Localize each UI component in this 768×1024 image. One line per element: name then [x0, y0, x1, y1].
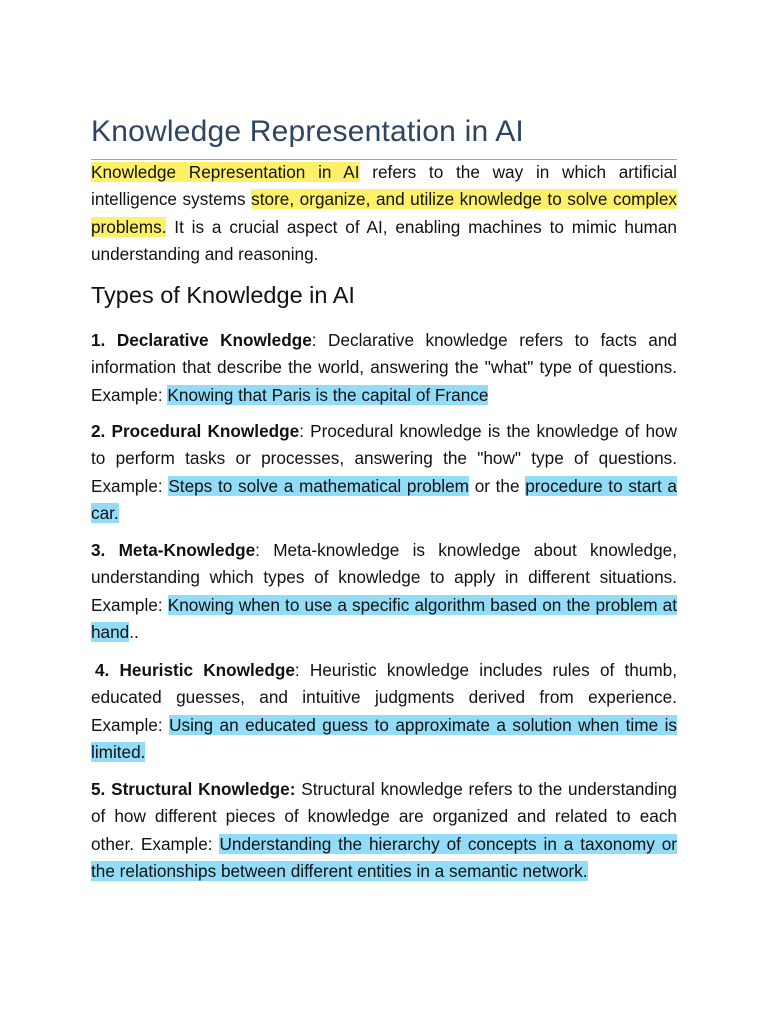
intro-highlight-purpose: store, organize, and utilize knowledge to solve complex problems. — [91, 189, 677, 237]
item-example: Knowing when to use a specific algorithm based on the problem at hand — [91, 594, 678, 642]
item-label: 2. Procedural Knowledge — [91, 421, 300, 441]
item-after: or the — [469, 475, 526, 496]
item-label: 3. Meta-Knowledge — [91, 540, 256, 560]
item-example: Using an educated guess to approximate a solution when time is limited. — [91, 714, 677, 762]
item-example: Understanding the hierarchy of concepts in a taxonomy or the relationships between different entities in a semantic network. — [91, 833, 677, 881]
item-label: 4. Heuristic Knowledge — [95, 660, 295, 680]
item-body: : Heuristic knowledge includes rules of thumb, educated guesses, and intuitive judgments derived from experience. Example: — [91, 660, 677, 735]
intro-text-2: It is a crucial aspect of AI, enabling machines to mimic human understanding and reasoning. — [91, 216, 677, 264]
item-body: : Meta-knowledge is knowledge about knowledge, understanding which types of knowledge to apply in different situations. Example: — [91, 540, 677, 615]
item-example: Steps to solve a mathematical problem — [168, 475, 470, 496]
page-title: Knowledge Representation in AI — [91, 114, 677, 160]
list-item-heuristic — [91, 657, 677, 766]
item-body: Structural knowledge refers to the understanding of how different pieces of knowledge are organized and related to each other. Example: — [91, 779, 677, 854]
item-example-2: procedure to start a car. — [91, 475, 677, 523]
item-after: .. — [129, 621, 139, 642]
item-body: : Declarative knowledge refers to facts and information that describe the world, answering the "what" type of questions. Example: — [91, 330, 677, 405]
intro-paragraph — [91, 159, 677, 268]
list-item-meta — [91, 537, 677, 646]
list-item-structural — [91, 776, 677, 885]
item-label: 1. Declarative Knowledge — [91, 330, 312, 350]
item-example: Knowing that Paris is the capital of France — [167, 384, 489, 405]
section-heading: Types of Knowledge in AI — [91, 282, 355, 308]
list-item-procedural — [91, 418, 677, 527]
list-item-declarative — [91, 327, 677, 409]
item-label: 5. Structural Knowledge: — [91, 779, 296, 799]
intro-highlight-term: Knowledge Representation in AI — [91, 162, 360, 182]
item-body: : Procedural knowledge is the knowledge of how to perform tasks or processes, answering the "how" type of questions. Example: — [91, 421, 677, 496]
intro-text-1: refers to the way in which artificial intelligence systems — [91, 162, 677, 210]
